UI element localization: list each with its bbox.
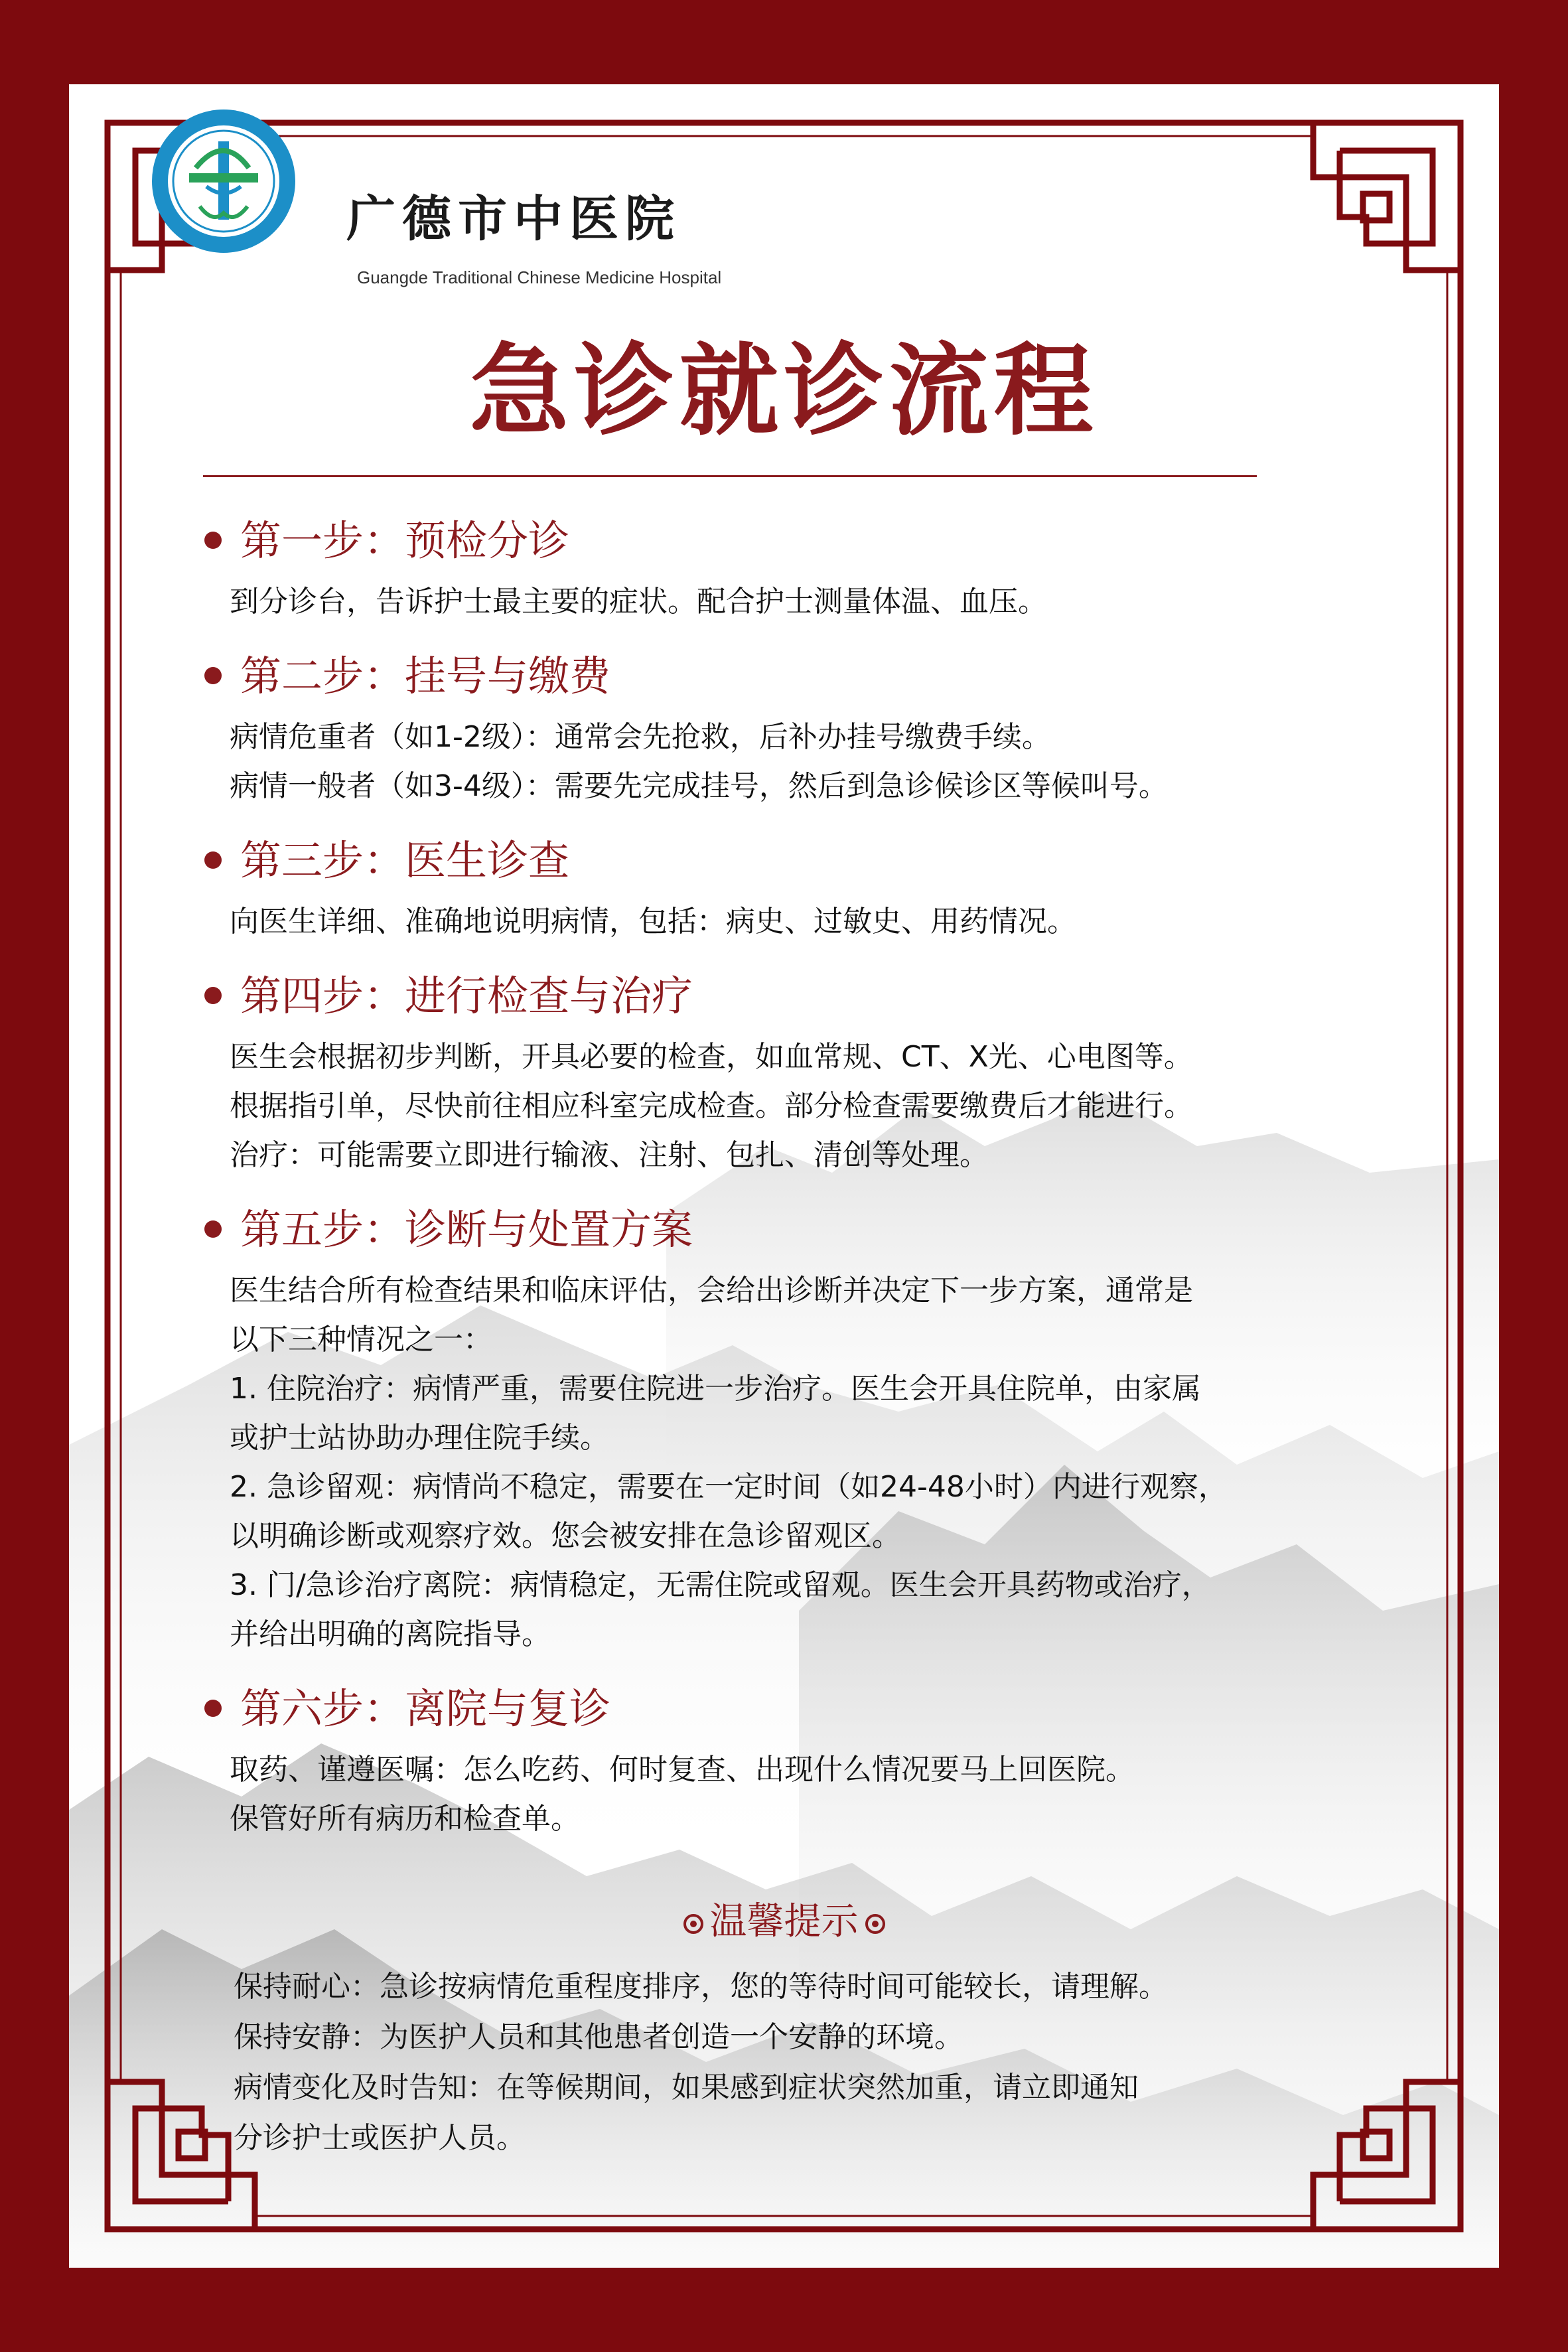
tip-line: 分诊护士或医护人员。 — [234, 2121, 526, 2155]
step-heading — [199, 1672, 1407, 1745]
step-6 — [199, 1672, 1407, 1844]
hospital-name: 广德市中医院 — [346, 190, 681, 248]
ring-bullet-icon — [865, 1914, 885, 1934]
step-heading-text: 第一步：预检分诊 — [240, 516, 570, 565]
step-5 — [199, 1193, 1407, 1659]
step-line: 并给出明确的离院指导。 — [230, 1617, 551, 1651]
step-heading — [199, 824, 1407, 897]
tip-line: 保持耐心：急诊按病情危重程度排序，您的等待时间可能较长，请理解。 — [234, 1970, 1168, 2004]
step-line: 病情危重者（如1-2级）：通常会先抢救，后补办挂号缴费手续。 — [230, 720, 1051, 754]
tips-heading — [0, 1895, 1568, 1948]
step-line: 保管好所有病历和检查单。 — [230, 1802, 580, 1836]
bullet-dot-icon — [204, 532, 222, 549]
step-heading — [199, 504, 1407, 577]
step-heading — [199, 1193, 1407, 1266]
tip-line: 病情变化及时告知：在等候期间，如果感到症状突然加重，请立即通知 — [234, 2071, 1139, 2104]
step-line: 医生结合所有检查结果和临床评估，会给出诊断并决定下一步方案，通常是 — [230, 1274, 1193, 1307]
step-heading-text: 第五步：诊断与处置方案 — [240, 1205, 693, 1254]
step-3 — [199, 824, 1407, 946]
step-heading — [199, 640, 1407, 713]
hospital-name-english: Guangde Traditional Chinese Medicine Hospital — [357, 267, 722, 287]
step-line: 医生会根据初步判断，开具必要的检查，如血常规、CT、X光、心电图等。 — [230, 1040, 1193, 1074]
step-2 — [199, 640, 1407, 811]
step-1 — [199, 504, 1407, 626]
step-line: 1. 住院治疗：病情严重，需要住院进一步治疗。医生会开具住院单，由家属 — [230, 1372, 1201, 1406]
step-4 — [199, 960, 1407, 1180]
ring-bullet-icon — [683, 1914, 703, 1934]
tips-heading-text: 温馨提示 — [709, 1900, 859, 1943]
step-line: 治疗：可能需要立即进行输液、注射、包扎、清创等处理。 — [230, 1138, 989, 1172]
tips-list — [234, 1962, 1168, 2164]
step-heading — [199, 960, 1407, 1033]
hospital-logo-icon — [149, 107, 298, 256]
title-divider — [203, 475, 1257, 477]
tip-line: 保持安静：为医护人员和其他患者创造一个安静的环境。 — [234, 2020, 963, 2054]
steps-section — [199, 504, 1407, 1844]
step-line: 向医生详细、准确地说明病情，包括：病史、过敏史、用药情况。 — [230, 905, 1076, 938]
bullet-dot-icon — [204, 1700, 222, 1717]
step-line: 根据指引单，尽快前往相应科室完成检查。部分检查需要缴费后才能进行。 — [230, 1089, 1193, 1123]
step-line: 或护士站协助办理住院手续。 — [230, 1421, 609, 1455]
step-line: 3. 门/急诊治疗离院：病情稳定，无需住院或留观。医生会开具药物或治疗， — [230, 1568, 1211, 1602]
bullet-dot-icon — [204, 851, 222, 869]
bullet-dot-icon — [204, 987, 222, 1004]
bullet-dot-icon — [204, 1220, 222, 1238]
step-line: 取药、谨遵医嘱：怎么吃药、何时复查、出现什么情况要马上回医院。 — [230, 1753, 1135, 1787]
step-heading-text: 第六步：离院与复诊 — [240, 1684, 611, 1733]
step-line: 病情一般者（如3-4级）：需要先完成挂号，然后到急诊候诊区等候叫号。 — [230, 769, 1168, 803]
step-heading-text: 第四步：进行检查与治疗 — [240, 972, 693, 1020]
step-line: 到分诊台，告诉护士最主要的症状。配合护士测量体温、血压。 — [230, 585, 1047, 619]
step-heading-text: 第三步：医生诊查 — [240, 836, 570, 885]
step-line: 2. 急诊留观：病情尚不稳定，需要在一定时间（如24-48小时）内进行观察， — [230, 1470, 1228, 1504]
step-heading-text: 第二步：挂号与缴费 — [240, 652, 611, 700]
step-line: 以明确诊断或观察疗效。您会被安排在急诊留观区。 — [230, 1519, 901, 1553]
bullet-dot-icon — [204, 667, 222, 684]
page-title: 急诊就诊流程 — [469, 334, 1099, 449]
step-line: 以下三种情况之一： — [230, 1323, 492, 1357]
